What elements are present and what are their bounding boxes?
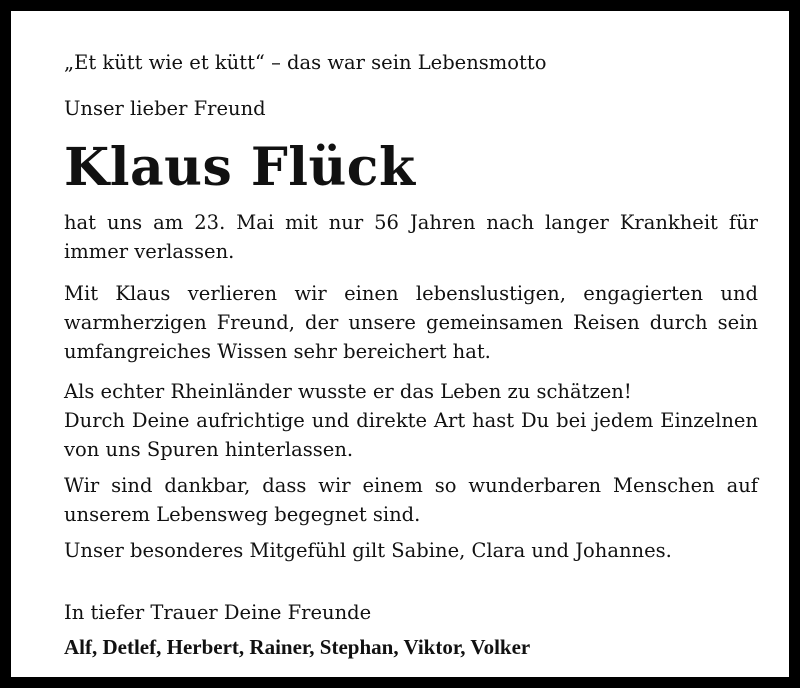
intro-line: Unser lieber Freund — [64, 97, 266, 120]
character-paragraph: Durch Deine aufrichtige und direkte Art hast Du bei jedem Einzelnen von uns Spuren hinterlassen. — [64, 409, 758, 461]
life-motto: „Et kütt wie et kütt“ – das war sein Lebensmotto — [64, 51, 547, 74]
signatories: Alf, Detlef, Herbert, Rainer, Stephan, Viktor, Volker — [64, 635, 531, 659]
gratitude-paragraph: Wir sind dankbar, dass wir einem so wunderbaren Menschen auf unserem Lebensweg begegnet sind. — [64, 474, 758, 526]
tribute-paragraph: Mit Klaus verlieren wir einen lebenslustigen, engagierten und warmherzigen Freund, der unsere gemeinsamen Reisen durch sein umfangreiches Wissen sehr bereichert hat. — [64, 282, 758, 363]
condolence-paragraph: Unser besonderes Mitgefühl gilt Sabine, Clara und Johannes. — [64, 539, 672, 562]
passing-paragraph: hat uns am 23. Mai mit nur 56 Jahren nach langer Krankheit für immer verlassen. — [64, 211, 758, 263]
mourning-line: In tiefer Trauer Deine Freunde — [64, 601, 372, 624]
rhinelander-paragraph: Als echter Rheinländer wusste er das Leben zu schätzen! — [64, 380, 632, 403]
deceased-name: Klaus Flück — [64, 137, 416, 198]
